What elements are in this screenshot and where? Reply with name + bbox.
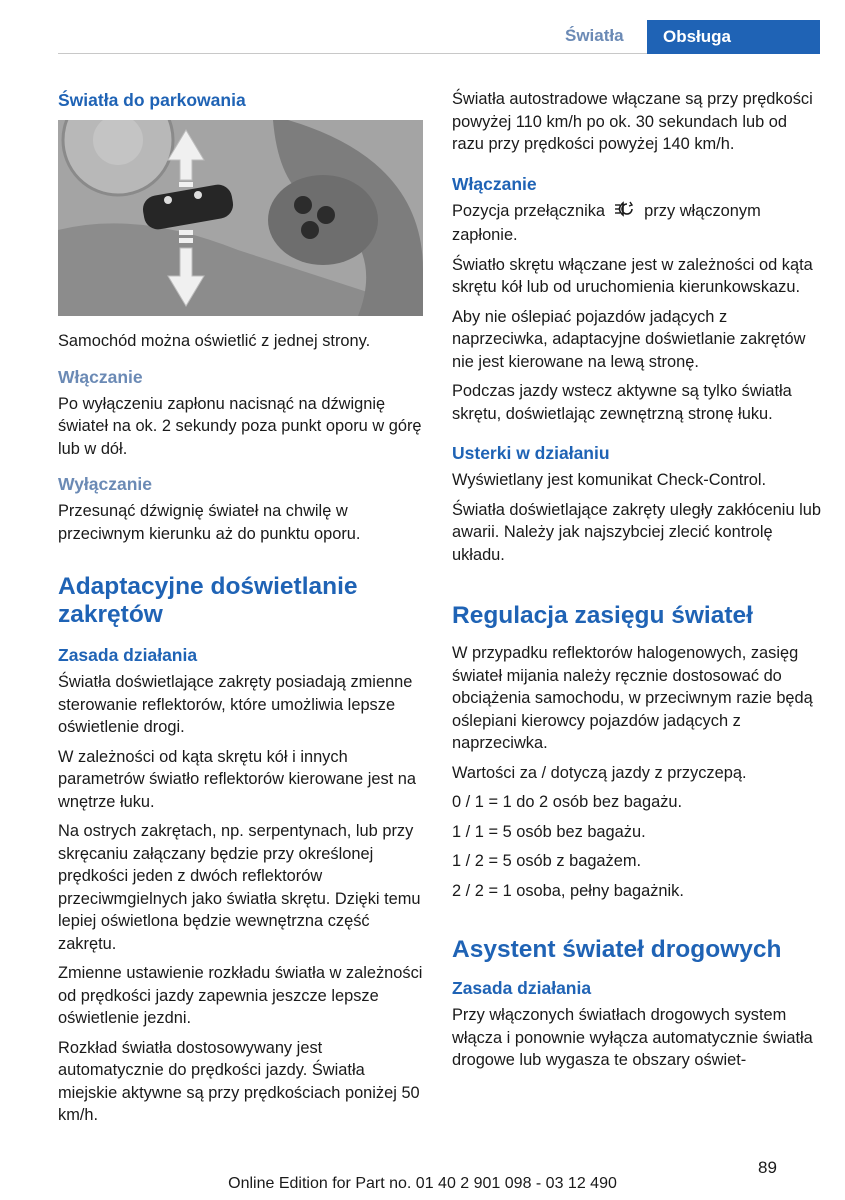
right-para: Światło skrętu włączane jest w zależności od kąta skrętu kół lub od uruchomienia kierunkowskazu. (452, 255, 813, 296)
adaptive-lights-heading: Adaptacyjne doświetlanie zakrętów (58, 573, 358, 628)
adaptive-para: W zależności od kąta skrętu kół i innych parametrów światło reflektorów kierowane jest na wnętrze łuku. (58, 747, 417, 811)
parking-lights-heading: Światła do parkowania (58, 90, 246, 110)
principle-heading-left: Zasada działania (58, 645, 198, 665)
parking-off-text: Przesunąć dźwignię świateł na chwilę w przeciwnym kierunku aż do punktu oporu. (58, 502, 361, 543)
faults-heading: Usterki w działaniu (452, 443, 610, 463)
right-column (452, 88, 822, 1079)
parking-on-heading: Włączanie (58, 366, 143, 387)
left-column (58, 88, 423, 1134)
header-section: Światła (565, 26, 624, 45)
switch-position-text: Pozycja przełącznika przy włączonym zapłonie. (452, 201, 761, 244)
faults-para: Światła doświetlające zakręty uległy zakłóceniu lub awarii. Należy jak najszybciej zlecić kontrolę układu. (452, 500, 821, 564)
faults-para: Wyświetlany jest komunikat Check-Control. (452, 471, 767, 489)
range-para: W przypadku reflektorów halogenowych, zasięg świateł mijania należy ręcznie dostosować do obciążenia samochodu, w przeciwnym razie będą oślepiani kierowcy pojazdów jadących z naprzeciwka. (452, 644, 813, 752)
parking-lights-intro: Samochód można oświetlić z jednej strony. (58, 332, 371, 350)
range-para: 1 / 2 = 5 osób z bagażem. (452, 852, 642, 870)
page-number: 89 (758, 1158, 777, 1177)
assist-text: Przy włączonych światłach drogowych system włącza i ponownie wyłącza automatycznie światła drogowe lub wygasza te obszary oświet- (452, 1006, 813, 1069)
highway-lights-text: Światła autostradowe włączane są przy prędkości powyżej 110 km/h po ok. 30 sekundach lub od razu przy prędkości powyżej 140 km/h. (452, 90, 813, 153)
right-para: Podczas jazdy wstecz aktywne są tylko światła skrętu, doświetlając zewnętrzną stronę łuku. (452, 382, 792, 423)
footer-edition: Online Edition for Part no. 01 40 2 901 098 - 03 12 490 (228, 1175, 617, 1192)
parking-lights-lever-photo (58, 120, 423, 316)
right-para: Aby nie oślepiać pojazdów jadących z naprzeciwka, adaptacyjne doświetlanie zakrętów nie jest kierowane na lewą stronę. (452, 307, 806, 371)
parking-off-heading: Wyłączanie (58, 474, 153, 494)
headlight-auto-icon (614, 200, 636, 225)
adaptive-para: Na ostrych zakrętach, np. serpentynach, lub przy skręcaniu załączany będzie przy określonej prędkości jeden z dwóch reflektorów przeciwmgielnych jako światła skrętu. Dzięki temu lepiej oświetlona będzie wewnętrzna część zakrętu. (58, 822, 421, 953)
range-heading: Regulacja zasięgu świateł (452, 602, 753, 629)
adaptive-para: Rozkład światła dostosowywany jest automatycznie do prędkości jazdy. Światła miejskie aktywne są przy prędkościach poniżej 50 km/h. (58, 1038, 420, 1124)
header-tab: Obsługa (647, 20, 820, 54)
range-para: 0 / 1 = 1 do 2 osób bez bagażu. (452, 793, 683, 811)
range-para: 1 / 1 = 5 osób bez bagażu. (452, 822, 646, 841)
parking-on-text: Po wyłączeniu zapłonu nacisnąć na dźwignię świateł na ok. 2 sekundy poza punkt oporu w górę lub w dół. (58, 394, 422, 458)
right-on-heading: Włączanie (452, 173, 537, 194)
adaptive-para: Światła doświetlające zakręty posiadają zmienne sterowanie reflektorów, które umożliwia lepsze oświetlenie drogi. (58, 673, 413, 736)
adaptive-para: Zmienne ustawienie rozkładu światła w zależności od prędkości jazdy zapewnia jeszcze lepsze oświetlenie jezdni. (58, 964, 423, 1027)
range-para: 2 / 2 = 1 osoba, pełny bagażnik. (452, 881, 684, 900)
assist-heading: Asystent świateł drogowych (452, 936, 782, 963)
range-para: Wartości za / dotyczą jazdy z przyczepą. (452, 763, 747, 782)
principle-heading-right: Zasada działania (452, 978, 592, 998)
